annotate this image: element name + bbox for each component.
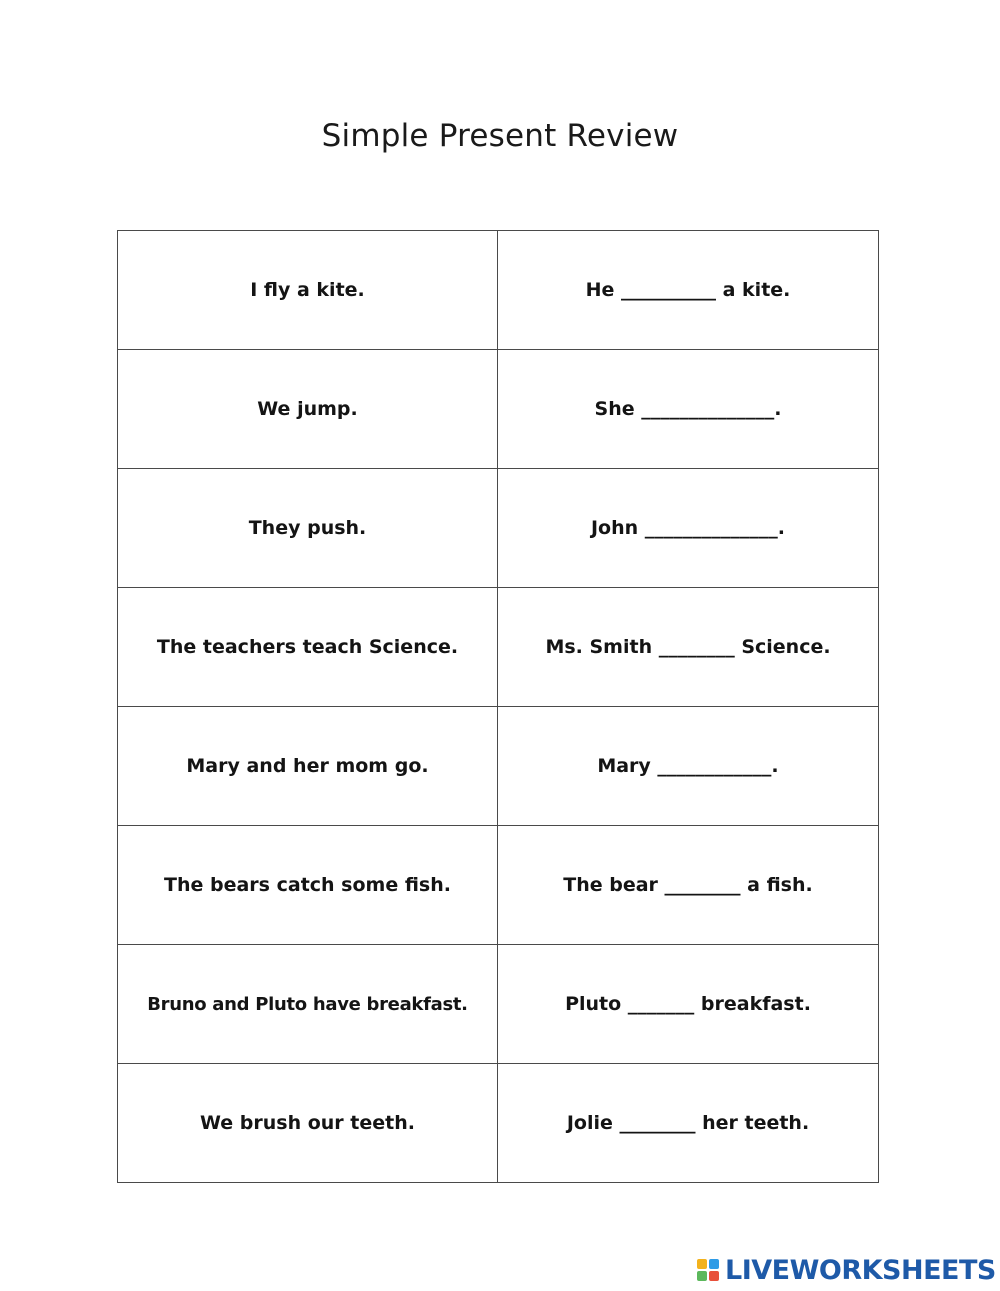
original-sentence: We jump. [118,350,498,469]
fill-in-sentence: She ______________. [498,350,879,469]
fill-in-sentence: He __________ a kite. [498,231,879,350]
original-sentence: They push. [118,469,498,588]
liveworksheets-logo [697,1255,996,1285]
worksheet-row [118,826,879,945]
page-title: Simple Present Review [321,118,679,154]
original-sentence: I fly a kite. [118,231,498,350]
worksheet-table [117,230,879,1183]
logo-block [697,1259,707,1269]
fill-in-sentence: Pluto _______ breakfast. [498,945,879,1064]
worksheet-row [118,707,879,826]
original-sentence: Bruno and Pluto have breakfast. [118,945,498,1064]
original-sentence: The bears catch some fish. [118,826,498,945]
worksheet-row [118,1064,879,1183]
fill-in-sentence: Jolie ________ her teeth. [498,1064,879,1183]
original-sentence: The teachers teach Science. [118,588,498,707]
fill-in-sentence: The bear ________ a fish. [498,826,879,945]
worksheet-row [118,945,879,1064]
liveworksheets-logo-icon [697,1259,719,1281]
original-sentence: Mary and her mom go. [118,707,498,826]
worksheet-row [118,469,879,588]
worksheet-row [118,231,879,350]
worksheet-row [118,350,879,469]
worksheet-rows [118,231,879,1183]
logo-block [709,1259,719,1269]
fill-in-sentence: John ______________. [498,469,879,588]
logo-block [697,1271,707,1281]
logo-text: LIVEWORKSHEETS [725,1254,996,1286]
logo-block [709,1271,719,1281]
fill-in-sentence: Mary ____________. [498,707,879,826]
worksheet-row [118,588,879,707]
original-sentence: We brush our teeth. [118,1064,498,1183]
fill-in-sentence: Ms. Smith ________ Science. [498,588,879,707]
